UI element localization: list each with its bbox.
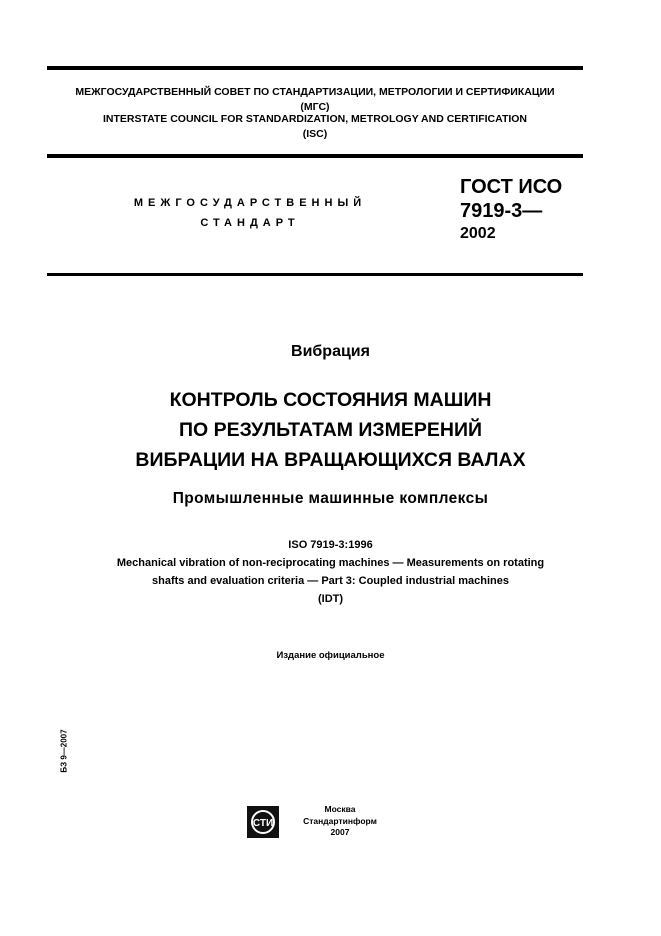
council-ru-text: МЕЖГОСУДАРСТВЕННЫЙ СОВЕТ ПО СТАНДАРТИЗАЦИИ, МЕТРОЛОГИИ И СЕРТИФИКАЦИИ [75,86,555,98]
gost-code: ГОСТ ИСО [460,176,563,198]
side-code-text: БЗ 9—2007 [59,729,69,773]
council-en-abbr: (ISC) [302,128,328,140]
council-en [47,112,583,142]
edition-note: Издание официальное [276,650,385,661]
iso-line2: shafts and evaluation criteria — Part 3: Coupled industrial machines [152,575,509,587]
document-title [0,385,661,475]
standard-type-line2: СТАНДАРТ [200,217,300,229]
top-rule [47,66,583,70]
iso-reference [0,536,661,608]
standartinform-logo-icon [247,806,279,838]
publisher-name: Стандартинформ [303,815,377,826]
document-subtitle: Промышленные машинные комплексы [172,490,489,507]
council-ru-abbr: (МГС) [300,101,330,113]
council-ru [47,85,583,115]
title-line3: ВИБРАЦИИ НА ВРАЩАЮЩИХСЯ ВАЛАХ [135,449,526,471]
document-kicker: Вибрация [291,343,370,360]
council-en-text: INTERSTATE COUNCIL FOR STANDARDIZATION, METROLOGY AND CERTIFICATION [102,113,528,125]
standard-type [100,193,400,233]
svg-text:СТИ: СТИ [252,818,274,829]
gost-number: 7919-3— [460,200,543,222]
iso-line3: (IDT) [317,593,344,605]
standard-type-line1: МЕЖГОСУДАРСТВЕННЫЙ [133,197,367,209]
mid-rule [47,273,583,276]
publisher-year: 2007 [330,827,350,837]
title-line1: КОНТРОЛЬ СОСТОЯНИЯ МАШИН [169,389,492,411]
header-rule [47,154,583,158]
title-line2: ПО РЕЗУЛЬТАТАМ ИЗМЕРЕНИЙ [178,419,483,441]
gost-year: 2002 [460,225,496,242]
publisher-city: Москва [324,804,356,814]
side-code [58,716,70,786]
publisher [285,804,395,839]
iso-line1: Mechanical vibration of non-reciprocating machines — Measurements on rotating [116,557,545,569]
iso-ref: ISO 7919-3:1996 [288,539,373,551]
